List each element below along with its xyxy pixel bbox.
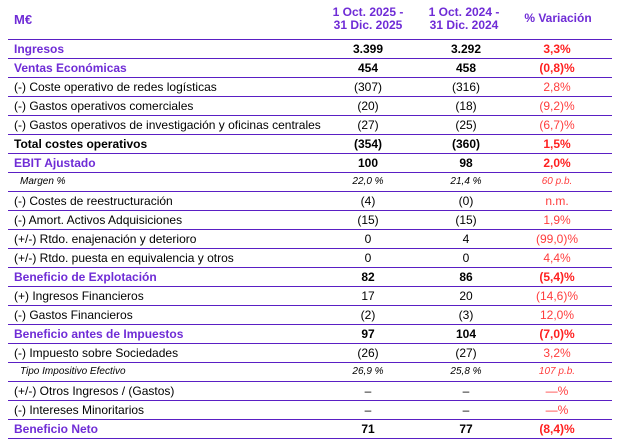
value-variation: 2,8% [543,80,571,94]
row-label: (-) Gastos Financieros [14,308,133,322]
value-variation: n.m. [545,194,569,208]
value-variation: (5,4)% [539,270,575,284]
row-label: Ingresos [14,42,65,56]
row-ventas-economicas [8,59,612,78]
row-label: (-) Coste operativo de redes logísticas [14,80,217,94]
row-label: (-) Amort. Activos Adquisiciones [14,213,183,227]
value-prior: (25) [455,118,477,132]
value-variation: 60 p.b. [541,176,573,187]
value-variation: 3,2% [543,346,571,360]
value-variation: 4,4% [543,251,571,265]
row-gastos-financieros [8,306,612,325]
value-prior: (15) [455,213,477,227]
row-label: Total costes operativos [14,137,148,151]
row-rtdo-enajenacion [8,230,612,249]
value-prior: 3.292 [450,42,482,56]
value-variation: 12,0% [539,308,575,322]
value-prior: 20 [459,289,473,303]
row-label: (-) Costes de reestructuración [14,194,173,208]
value-current: (26) [357,346,379,360]
value-variation: 2,0% [543,156,571,170]
row-beneficio-explotacion [8,268,612,287]
value-variation: (99,0)% [535,232,579,246]
value-current: 82 [361,270,375,284]
value-prior: (27) [455,346,477,360]
row-label: (-) Gastos operativos de investigación y oficinas centrales [14,118,321,132]
value-current: (307) [353,80,382,94]
value-prior: 25,8 % [450,366,482,377]
value-prior: (316) [451,80,480,94]
value-current: 97 [361,327,375,341]
row-beneficio-antes-impuestos [8,325,612,344]
row-tipo-impositivo [8,363,612,382]
col-variation-header: % Variación [524,11,592,25]
income-statement-table [8,6,612,439]
value-current: – [364,403,372,417]
value-variation: (0,8)% [539,61,575,75]
value-variation: (9,2)% [539,99,575,113]
row-otros-ingresos-gastos [8,382,612,401]
value-prior: 86 [459,270,473,284]
value-variation: 1,9% [543,213,571,227]
row-label: Beneficio antes de Impuestos [14,327,184,341]
row-label: (+) Ingresos Financieros [14,289,144,303]
row-label: Margen % [20,176,66,187]
row-label: (+/-) Otros Ingresos / (Gastos) [14,384,175,398]
row-gastos-investigacion [8,116,612,135]
row-gastos-comerciales [8,97,612,116]
row-label: Beneficio de Explotación [14,270,157,284]
value-variation: (7,0)% [539,327,575,341]
value-prior: 4 [462,232,470,246]
row-label: Tipo Impositivo Efectivo [20,366,126,377]
value-current: 22,0 % [352,176,384,187]
value-current: (15) [357,213,379,227]
row-label: (-) Impuesto sobre Sociedades [14,346,179,360]
row-label: (-) Intereses Minoritarios [14,403,145,417]
row-ebit-ajustado [8,154,612,173]
value-variation: 107 p.b. [538,366,576,377]
row-label: (-) Gastos operativos comerciales [14,99,194,113]
value-current: (27) [357,118,379,132]
row-label: (+/-) Rtdo. puesta en equivalencia y otros [14,251,234,265]
value-prior: 0 [462,251,470,265]
row-label: (+/-) Rtdo. enajenación y deterioro [14,232,197,246]
value-current: 3.399 [352,42,384,56]
value-prior: (360) [451,137,480,151]
value-prior: – [462,384,470,398]
value-prior: (0) [458,194,474,208]
value-current: 17 [361,289,375,303]
table-body [8,39,612,439]
unit-label: M€ [14,12,33,27]
row-costes-reestructuracion [8,192,612,211]
row-margen [8,173,612,192]
value-prior: 458 [455,61,477,75]
value-current: (354) [353,137,382,151]
value-prior: (3) [458,308,474,322]
row-total-costes [8,135,612,154]
value-current: (4) [360,194,376,208]
value-variation: (6,7)% [539,118,575,132]
value-prior: 104 [455,327,477,341]
value-prior: (18) [455,99,477,113]
row-impuesto-sociedades [8,344,612,363]
col-prior-period-line2: 31 Dic. 2024 [429,18,499,32]
value-current: (2) [360,308,376,322]
table-header [8,6,612,39]
value-current: (20) [357,99,379,113]
value-current: 0 [364,232,372,246]
row-rtdo-equivalencia [8,249,612,268]
value-current: 454 [357,61,379,75]
value-variation: —% [545,384,569,398]
row-amort-activos [8,211,612,230]
value-variation: 1,5% [543,137,571,151]
value-prior: 21,4 % [450,176,482,187]
row-label: Beneficio Neto [14,422,99,436]
row-ingresos [8,40,612,59]
row-label: Ventas Económicas [14,61,127,75]
value-current: 71 [361,422,375,436]
value-variation: (14,6)% [535,289,579,303]
value-variation: —% [545,403,569,417]
col-current-period-header [330,6,406,32]
col-current-period-line1: 1 Oct. 2025 - [332,5,404,19]
row-ingresos-financieros [8,287,612,306]
value-current: 26,9 % [352,366,384,377]
row-beneficio-neto [8,420,612,439]
col-current-period-line2: 31 Dic. 2025 [333,18,403,32]
col-prior-period-header [426,6,502,32]
value-prior: – [462,403,470,417]
col-prior-period-line1: 1 Oct. 2024 - [428,5,500,19]
row-intereses-minoritarios [8,401,612,420]
value-current: 100 [357,156,379,170]
value-variation: (8,4)% [539,422,575,436]
row-label: EBIT Ajustado [14,156,96,170]
value-variation: 3,3% [543,42,571,56]
value-prior: 98 [459,156,473,170]
value-current: – [364,384,372,398]
row-coste-redes-logisticas [8,78,612,97]
value-prior: 77 [459,422,473,436]
value-current: 0 [364,251,372,265]
